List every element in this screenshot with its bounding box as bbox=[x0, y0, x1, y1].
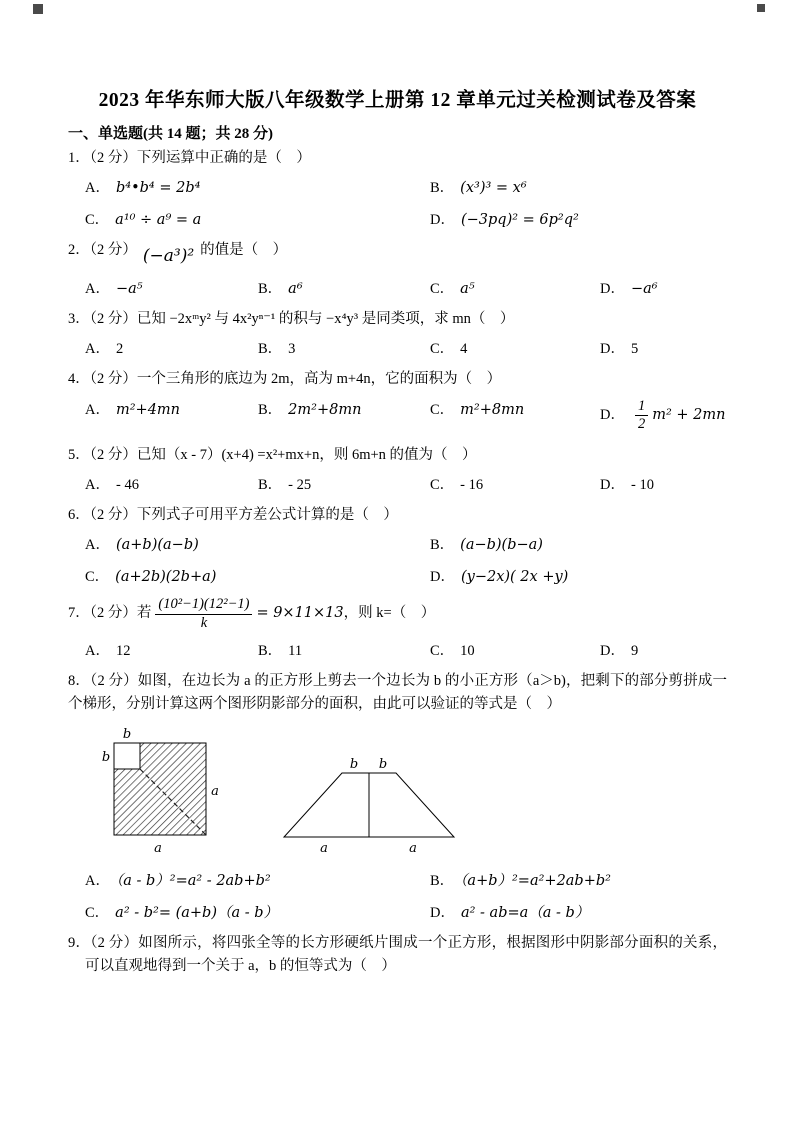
question-4-options bbox=[68, 398, 727, 434]
option-6a bbox=[85, 533, 430, 554]
option-label: B． bbox=[258, 341, 283, 358]
question-3-options bbox=[68, 337, 727, 358]
option-8d bbox=[430, 901, 727, 922]
option-label: D． bbox=[430, 212, 455, 229]
question-2-options bbox=[68, 277, 727, 298]
stem-formula: (−a³)² bbox=[142, 246, 195, 267]
question-9-stem: 9．（2 分）如图所示，将四张全等的长方形硬纸片围成一个正方形，根据图形中阴影部分面积的关系，可以直观地得到一个关于 a，b 的恒等式为（ ） bbox=[68, 935, 727, 974]
square-label-b-top: b bbox=[122, 727, 132, 743]
option-value: - 46 bbox=[115, 477, 139, 493]
question-6 bbox=[68, 504, 727, 586]
question-2-stem bbox=[68, 239, 727, 269]
option-3a bbox=[85, 337, 258, 358]
option-formula: a¹⁰ ÷ a⁹ = a bbox=[115, 212, 202, 229]
option-5d bbox=[600, 473, 727, 494]
fraction-numerator: 1 bbox=[635, 398, 648, 416]
option-4c bbox=[430, 398, 600, 434]
page-mark-right bbox=[757, 4, 765, 12]
option-formula: (a+2b)(2b+a) bbox=[115, 569, 217, 586]
option-4d bbox=[600, 398, 727, 434]
question-5-options bbox=[68, 473, 727, 494]
question-8-figures bbox=[98, 725, 727, 857]
option-2d bbox=[600, 277, 727, 298]
option-3c bbox=[430, 337, 600, 358]
option-value: - 10 bbox=[630, 477, 654, 493]
option-label: B． bbox=[258, 280, 283, 297]
option-value: 4 bbox=[460, 341, 468, 358]
question-6-stem: 6．（2 分）下列式子可用平方差公式计算的是（ ） bbox=[68, 507, 398, 523]
stem-text: 的值是（ ） bbox=[200, 242, 288, 259]
section-header: 一、单选题(共 14 题；共 28 分) bbox=[68, 126, 273, 142]
option-label: C． bbox=[430, 643, 455, 660]
option-5c bbox=[430, 473, 600, 494]
option-1d bbox=[430, 208, 727, 229]
option-label: D． bbox=[600, 477, 625, 493]
option-label: D． bbox=[600, 406, 625, 423]
option-formula: (y−2x)( 2x +y) bbox=[460, 569, 569, 586]
option-formula: −a⁶ bbox=[630, 280, 658, 297]
option-label: B． bbox=[430, 873, 455, 890]
question-4 bbox=[68, 368, 727, 433]
stem-text: 2．（2 分） bbox=[68, 242, 137, 259]
option-1a bbox=[85, 176, 430, 197]
option-label: A． bbox=[85, 341, 110, 358]
question-1 bbox=[68, 147, 727, 229]
option-5a bbox=[85, 473, 258, 494]
option-label: C． bbox=[430, 477, 455, 493]
fraction-denominator: 2 bbox=[637, 416, 646, 433]
trapezoid-label-a-right: a bbox=[409, 841, 417, 857]
option-value: 3 bbox=[288, 341, 296, 358]
trapezoid-diagram bbox=[276, 757, 466, 857]
option-2c bbox=[430, 277, 600, 298]
option-formula: a² - b²= (a+b)（a - b） bbox=[115, 905, 279, 922]
option-value: 5 bbox=[630, 341, 639, 358]
fraction-numerator: (10²−1)(12²−1) bbox=[155, 596, 252, 614]
option-label: C． bbox=[85, 905, 110, 922]
option-value: - 16 bbox=[460, 477, 484, 493]
option-3d bbox=[600, 337, 727, 358]
option-formula: （a+b）²=a²+2ab+b² bbox=[460, 873, 611, 890]
option-2a bbox=[85, 277, 258, 298]
option-formula: (a−b)(b−a) bbox=[460, 537, 543, 554]
question-3-stem: 3．（2 分）已知 −2xᵐy² 与 4x²yⁿ⁻¹ 的积与 −x⁴y³ 是同类项，求 mn（ ） bbox=[68, 310, 515, 327]
option-label: C． bbox=[430, 341, 455, 358]
option-1b bbox=[430, 176, 727, 197]
option-value: 10 bbox=[460, 643, 475, 660]
question-5-stem: 5．（2 分）已知（x - 7）(x+4) =x²+mx+n，则 6m+n 的值为（ ） bbox=[68, 446, 477, 463]
option-label: B． bbox=[258, 401, 283, 418]
option-label: C． bbox=[430, 401, 455, 418]
option-4a bbox=[85, 398, 258, 434]
option-label: A． bbox=[85, 180, 110, 197]
option-label: C． bbox=[85, 569, 110, 586]
option-formula: a² - ab=a（a - b） bbox=[460, 905, 590, 922]
option-8c bbox=[85, 901, 430, 922]
square-cut-diagram bbox=[98, 725, 228, 857]
option-7a bbox=[85, 639, 258, 660]
option-formula: 2m²+8mn bbox=[288, 401, 362, 418]
option-label: C． bbox=[430, 280, 455, 297]
question-7-stem bbox=[68, 596, 727, 632]
option-formula: a⁵ bbox=[460, 280, 475, 297]
option-value: 11 bbox=[288, 643, 303, 660]
question-1-stem: 1．（2 分）下列运算中正确的是（ ） bbox=[68, 150, 311, 166]
option-label: B． bbox=[430, 537, 455, 554]
option-formula: m²+8mn bbox=[460, 401, 525, 418]
option-label: D． bbox=[600, 341, 625, 358]
option-label: D． bbox=[600, 280, 625, 297]
option-2b bbox=[258, 277, 430, 298]
option-7d bbox=[600, 639, 727, 660]
option-5b bbox=[258, 473, 430, 494]
trapezoid-label-b-right: b bbox=[378, 757, 388, 773]
option-formula: (−3pq)² = 6p²q² bbox=[460, 212, 579, 229]
question-7-options bbox=[68, 639, 727, 660]
option-6c bbox=[85, 565, 430, 586]
option-value: 2 bbox=[115, 341, 124, 358]
question-8 bbox=[68, 670, 727, 922]
option-label: A． bbox=[85, 280, 110, 297]
question-4-stem: 4．（2 分）一个三角形的底边为 2m，高为 m+4n，它的面积为（ ） bbox=[68, 371, 502, 388]
square-label-a-bottom: a bbox=[154, 841, 162, 857]
option-7b bbox=[258, 639, 430, 660]
trapezoid-label-b-left: b bbox=[349, 757, 359, 773]
stem-text: ，则 k=（ ） bbox=[343, 605, 436, 622]
option-label: B． bbox=[430, 180, 455, 197]
question-3 bbox=[68, 308, 727, 358]
question-6-options bbox=[68, 533, 727, 586]
fraction bbox=[155, 596, 252, 632]
square-label-a-right: a bbox=[211, 784, 219, 800]
option-6b bbox=[430, 533, 727, 554]
stem-text: 7．（2 分）若 bbox=[68, 605, 152, 622]
small-square bbox=[114, 743, 140, 769]
page-title: 2023 年华东师大版八年级数学上册第 12 章单元过关检测试卷及答案 bbox=[98, 90, 697, 111]
stem-formula: = 9×11×13 bbox=[256, 605, 344, 622]
option-label: A． bbox=[85, 477, 110, 493]
option-label: A． bbox=[85, 537, 110, 554]
option-value: 12 bbox=[115, 643, 131, 660]
question-9 bbox=[68, 932, 727, 977]
option-label: B． bbox=[258, 477, 283, 493]
option-formula: −a⁵ bbox=[115, 280, 143, 297]
option-formula: (x³)³ = x⁶ bbox=[460, 180, 527, 197]
option-formula: (a+b)(a−b) bbox=[115, 537, 199, 554]
question-8-stem: 8．（2 分）如图，在边长为 a 的正方形上剪去一个边长为 b 的小正方形（a＞b)，把剩下的部分剪拼成一个梯形，分别计算这两个图形阴影部分的面积，由此可以验证的等式是（ ） bbox=[68, 673, 727, 712]
option-8b bbox=[430, 869, 727, 890]
option-3b bbox=[258, 337, 430, 358]
question-2 bbox=[68, 239, 727, 297]
option-label: B． bbox=[258, 643, 283, 660]
option-label: D． bbox=[430, 905, 455, 922]
option-8a bbox=[85, 869, 430, 890]
option-label: A． bbox=[85, 873, 110, 890]
question-7 bbox=[68, 596, 727, 660]
option-label: C． bbox=[85, 212, 110, 229]
question-1-options bbox=[68, 176, 727, 229]
option-label: A． bbox=[85, 401, 110, 418]
option-6d bbox=[430, 565, 727, 586]
option-4b bbox=[258, 398, 430, 434]
fraction-denominator: k bbox=[200, 614, 208, 631]
question-5 bbox=[68, 444, 727, 494]
option-label: D． bbox=[600, 643, 625, 660]
fraction bbox=[635, 398, 648, 434]
option-formula: a⁶ bbox=[288, 280, 303, 297]
option-7c bbox=[430, 639, 600, 660]
page-mark-left bbox=[33, 4, 43, 14]
option-label: D． bbox=[430, 569, 455, 586]
option-value: - 25 bbox=[288, 477, 312, 493]
option-formula: m²+4mn bbox=[115, 401, 181, 418]
option-value: 9 bbox=[630, 643, 639, 660]
option-label: A． bbox=[85, 643, 110, 660]
option-1c bbox=[85, 208, 430, 229]
option-formula: b⁴•b⁴ = 2b⁴ bbox=[115, 180, 201, 197]
trapezoid-label-a-left: a bbox=[320, 841, 328, 857]
question-8-options bbox=[68, 869, 727, 922]
option-formula: （a - b）²=a² - 2ab+b² bbox=[115, 873, 271, 890]
option-formula: m² + 2mn bbox=[652, 406, 726, 423]
square-label-b-left: b bbox=[101, 750, 111, 766]
